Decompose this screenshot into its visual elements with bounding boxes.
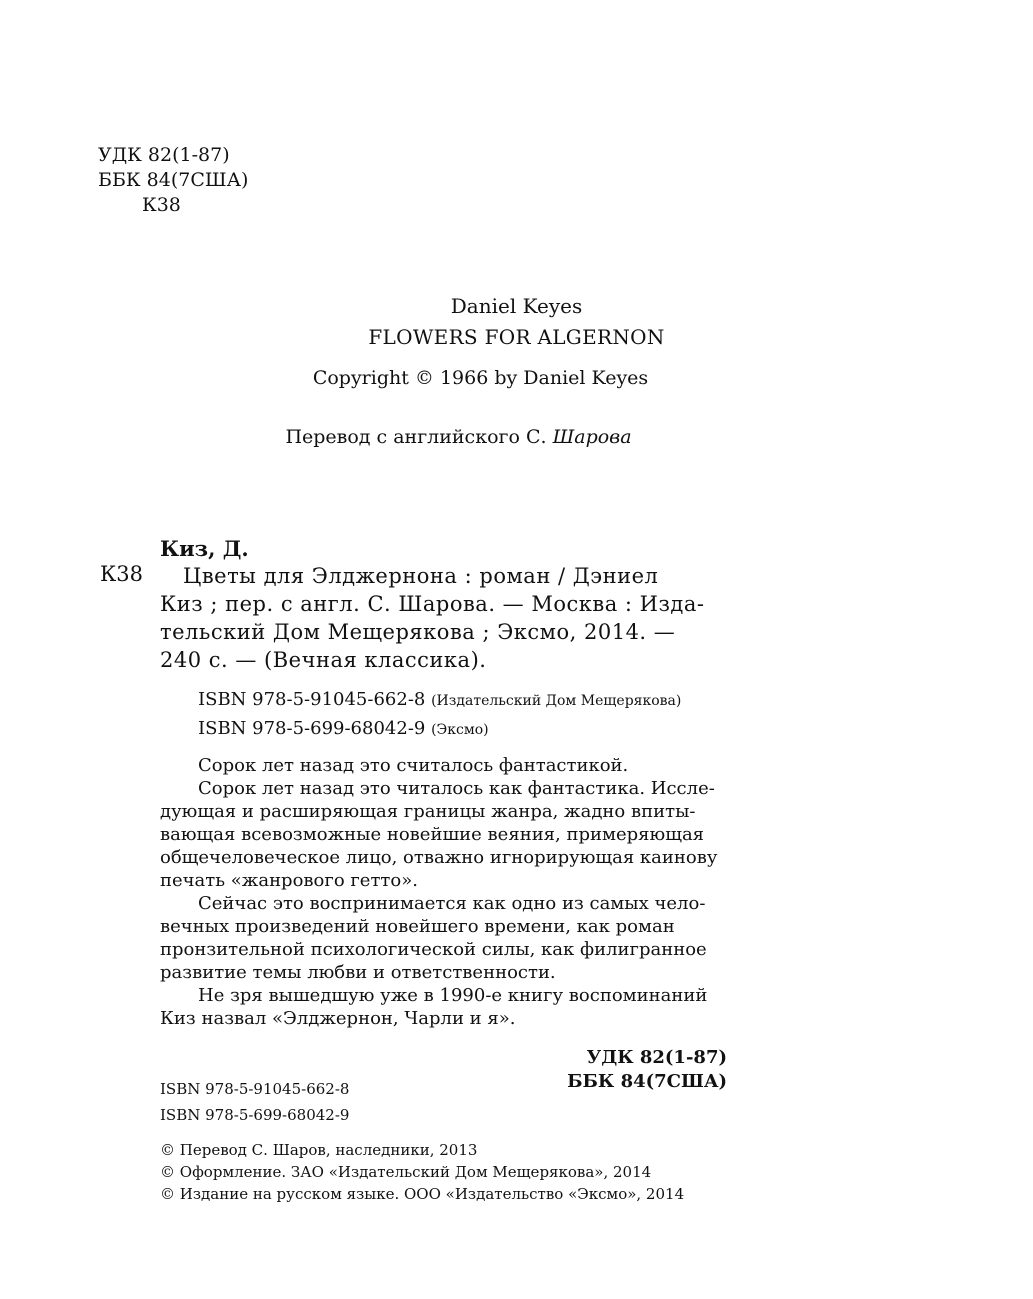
annotation-line: Киз назвал «Элджернон, Чарли и я». [160,1008,516,1029]
isbn-row [198,715,681,744]
original-author: Daniel Keyes [450,294,583,318]
annotation-line: Сорок лет назад это считалось фантастикой. [198,755,629,776]
isbn-publisher: (Эксмо) [431,722,489,738]
footer-isbn-list [160,1076,349,1128]
footer-isbn: ISBN 978-5-91045-662-8 [160,1080,350,1098]
annotation-line: дующая и расширяющая границы жанра, жадно впиты- [160,801,696,822]
udk-code: УДК 82(1-87) [98,144,230,166]
annotation-line: пронзительной психологической силы, как филигранное [160,939,707,960]
isbn-number: ISBN 978-5-699-68042-9 [198,718,426,739]
description-line: Киз ; пер. с англ. С. Шарова. — Москва : Изда- [160,592,705,616]
translation-credit [0,426,975,448]
copyright-line: © Оформление. ЗАО «Издательский Дом Мещерякова», 2014 [160,1163,652,1181]
author-code: К38 [142,194,181,216]
annotation-line: вающая всевозможные новейшие веяния, примеряющая [160,824,705,845]
footer-isbn: ISBN 978-5-699-68042-9 [160,1106,350,1124]
classification-block [98,143,248,218]
isbn-publisher: (Издательский Дом Мещерякова) [431,693,682,709]
isbn-row [198,686,681,715]
entry-description [160,562,727,674]
isbn-number: ISBN 978-5-91045-662-8 [198,689,426,710]
translation-prefix: Перевод с английского С. [285,426,553,448]
annotation-line: Сейчас это воспринимается как одно из самых чело- [198,893,706,914]
original-copyright: Copyright © 1966 by Daniel Keyes [312,367,649,389]
original-title: FLOWERS FOR ALGERNON [368,325,665,349]
annotation [160,754,727,1030]
annotation-line: вечных произведений новейшего времени, как роман [160,916,675,937]
footer-bbk: ББК 84(7США) [567,1071,727,1092]
translator-name: Шарова [552,426,632,448]
description-line: тельский Дом Мещерякова ; Эксмо, 2014. — [160,620,676,644]
annotation-line: печать «жанрового гетто». [160,870,418,891]
copyright-line: © Перевод С. Шаров, наследники, 2013 [160,1141,478,1159]
entry-code: К38 [100,562,143,586]
annotation-line: Сорок лет назад это читалось как фантастика. Иссле- [198,778,715,799]
annotation-line: развитие темы любви и ответственности. [160,962,556,983]
entry-isbn-list [198,686,681,744]
description-line: Цветы для Элджернона : роман / Дэниел [183,564,659,588]
annotation-line: общечеловеческое лицо, отважно игнорирующая каинову [160,847,718,868]
footer-copyrights [160,1139,684,1205]
description-line: 240 с. — (Вечная классика). [160,648,487,672]
entry-author-heading: Киз, Д. [160,536,249,561]
footer-udk: УДК 82(1-87) [586,1047,727,1068]
footer-classification [567,1046,727,1094]
bbk-code: ББК 84(7США) [98,169,249,191]
annotation-line: Не зря вышедшую уже в 1990-е книгу воспоминаний [198,985,708,1006]
copyright-line: © Издание на русском языке. ООО «Издательство «Эксмо», 2014 [160,1185,685,1203]
